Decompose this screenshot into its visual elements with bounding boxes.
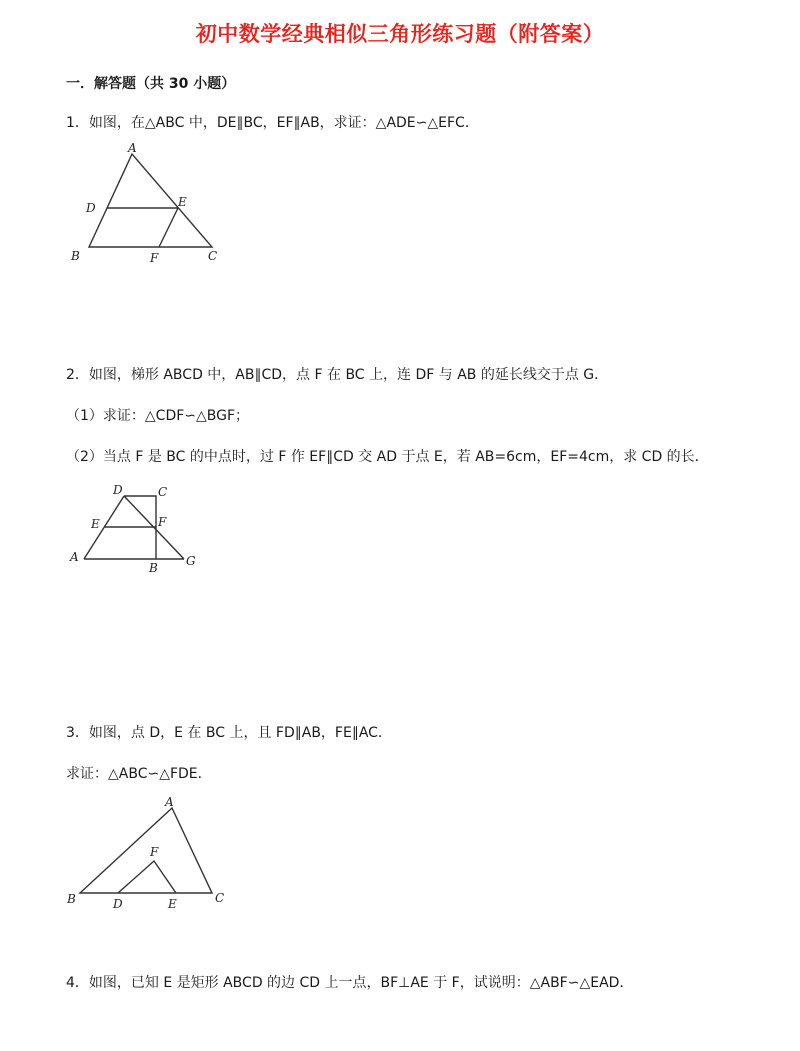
page-title: 初中数学经典相似三角形练习题（附答案） — [195, 22, 605, 46]
label-b: B — [71, 249, 80, 263]
label-a: A — [128, 141, 137, 155]
problem-4-statement: 4．如图，已知 E 是矩形 ABCD 的边 CD 上一点，BF⊥AE 于 F，试说明：△ABF∽△EAD． — [66, 975, 634, 991]
label-d: D — [113, 483, 123, 497]
label-d: D — [86, 201, 96, 215]
segment-ef — [159, 208, 178, 247]
label-c: C — [208, 249, 218, 263]
triangle-fde — [118, 861, 176, 893]
label-a: A — [70, 550, 79, 564]
label-g: G — [186, 554, 196, 568]
problem-2-part-2: （2）当点 F 是 BC 的中点时，过 F 作 EF∥CD 交 AD 于点 E，若 AB=6cm，EF=4cm，求 CD 的长． — [66, 449, 709, 465]
section-heading: 一．解答题（共 30 小题） — [66, 76, 236, 92]
label-e: E — [91, 517, 100, 531]
problem-2-part-1: （1）求证：△CDF∽△BGF； — [66, 408, 250, 424]
label-a: A — [165, 795, 174, 809]
label-f: F — [150, 251, 159, 265]
problem-3-statement: 3．如图，点 D，E 在 BC 上，且 FD∥AB，FE∥AC． — [66, 725, 392, 741]
label-e: E — [178, 195, 187, 209]
label-f: F — [150, 845, 159, 859]
label-e: E — [168, 897, 177, 911]
problem-1-statement: 1．如图，在△ABC 中，DE∥BC，EF∥AB，求证：△ADE∽△EFC． — [66, 115, 479, 131]
triangle-abc — [80, 808, 212, 893]
problem-3-claim: 求证：△ABC∽△FDE． — [66, 766, 212, 782]
label-f: F — [158, 515, 167, 529]
triangle-abc — [89, 154, 212, 247]
problem-3-figure — [66, 792, 246, 917]
label-c: C — [215, 891, 225, 905]
problem-1-figure — [66, 140, 256, 270]
label-c: C — [158, 485, 168, 499]
problem-2-figure — [66, 480, 216, 580]
label-d: D — [113, 897, 123, 911]
label-b: B — [67, 892, 76, 906]
label-b: B — [149, 561, 158, 575]
problem-2-statement: 2．如图，梯形 ABCD 中，AB∥CD，点 F 在 BC 上，连 DF 与 AB 的延长线交于点 G． — [66, 367, 609, 383]
